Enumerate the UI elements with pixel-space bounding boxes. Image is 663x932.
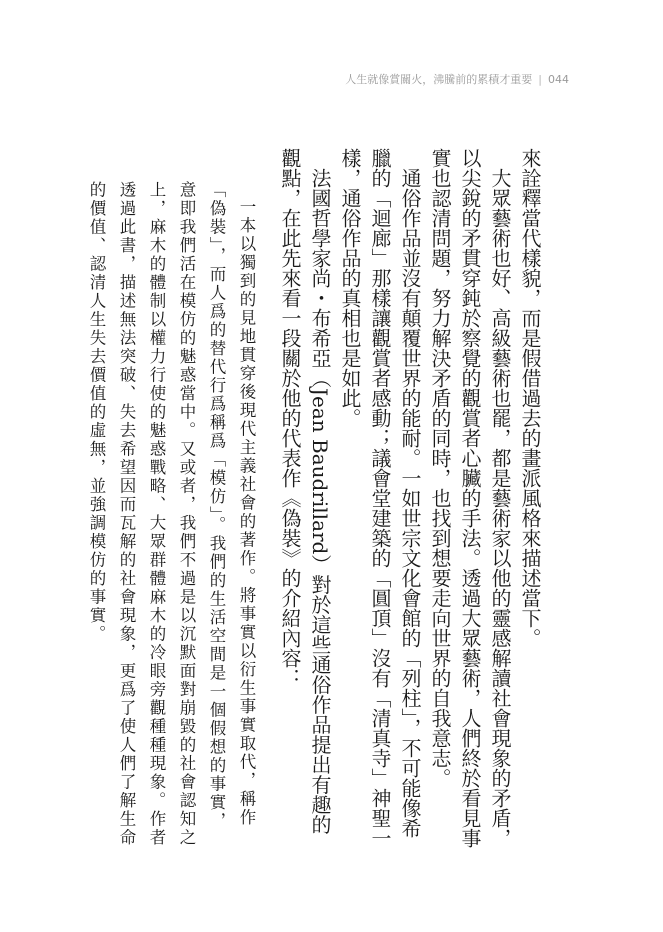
- baudrillard-name: Jean Baudrillard: [308, 388, 332, 555]
- running-title: 人生就像賞關火，沸騰前的累積才重要: [345, 73, 533, 86]
- paragraph-4-after: ）對於這些通俗作品提出有趣的觀點，在此先來看一段關於他的代表作《偽裝》的介紹內容：: [278, 148, 332, 835]
- header-separator: |: [538, 73, 542, 86]
- page-body: [87, 148, 545, 848]
- paragraph-2: 大眾藝術也好、高級藝術也罷，都是藝術家以他的靈感解讀社會現象的矛盾，以尖銳的矛貫穿鈍於察覺的觀賞者心臟的手法。透過大眾藝術，人們終於看見事實也認清問題，努力解決矛盾的同時，也找到想要走向世界的自我意志。: [428, 148, 512, 848]
- paragraph-4: [275, 148, 335, 848]
- running-header: [345, 71, 569, 87]
- book-quote: 一本以獨到的見地貫穿後現代主義社會的著作。將事實以衍生事實取代，稱作「偽裝」，而人爲的替代行爲稱爲「模仿」。我們的生活空間是一個假想的事實，意即我們活在模仿的魅惑當中。又或者，我們不過是以沉默面對崩毀的社會認知之上，麻木的體制以權力行使的魅惑戰略、大眾群體麻木的冷眼旁觀種種現象。作者透過此書，描述無法突破、失去希望因而瓦解的社會現象，更爲了使人們了解生命的價值、認清人生失去價值的虛無，並強調模仿的事實。: [87, 181, 256, 847]
- paragraph-1: 來詮釋當代樣貌，而是假借過去的畫派風格來描述當下。: [518, 148, 542, 648]
- paragraph-4-before: 法國哲學家尚・布希亞（: [308, 168, 332, 388]
- paragraph-3: 通俗作品並沒有顛覆世界的能耐。一如世宗文化會館的「列柱」，不可能像希臘的「迴廊」那樣讓觀賞者感動；議會堂建築的「圓頂」沒有「清真寺」神聖一樣，通俗作品的真相也是如此。: [338, 148, 422, 848]
- page-number: 044: [548, 73, 569, 86]
